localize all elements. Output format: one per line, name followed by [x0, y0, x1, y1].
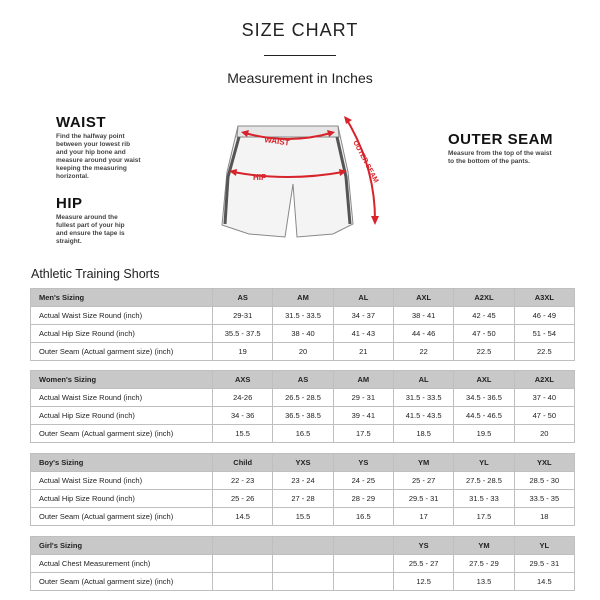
title-divider: [264, 55, 336, 56]
table-cell: [213, 555, 273, 573]
table-header-cell: AM: [273, 289, 333, 307]
table-header-cell: AS: [213, 289, 273, 307]
table-cell: 33.5 - 35: [514, 490, 574, 508]
section-title: Athletic Training Shorts: [31, 267, 160, 281]
table-cell: 17.5: [333, 425, 393, 443]
table-cell: 47 - 50: [454, 325, 514, 343]
table-cell: 35.5 - 37.5: [213, 325, 273, 343]
table-row: [31, 490, 575, 508]
table-cell: Actual Waist Size Round (inch): [31, 307, 213, 325]
shorts-diagram: [205, 112, 395, 242]
table-cell: 27.5 - 29: [454, 555, 514, 573]
table-cell: Actual Chest Measurement (inch): [31, 555, 213, 573]
table-row: [31, 555, 575, 573]
table-cell: Actual Waist Size Round (inch): [31, 389, 213, 407]
table-cell: 12.5: [393, 573, 453, 591]
table-cell: Actual Hip Size Round (inch): [31, 407, 213, 425]
table-header-cell: AL: [333, 289, 393, 307]
table-cell: 44.5 - 46.5: [454, 407, 514, 425]
page-title: SIZE CHART: [241, 20, 359, 40]
table-cell: 28 - 29: [333, 490, 393, 508]
boys-size-table: [30, 453, 575, 526]
table-header-cell: Men's Sizing: [31, 289, 213, 307]
table-header-row: [31, 537, 575, 555]
table-cell: 34 - 36: [213, 407, 273, 425]
waist-description: Find the halfway point between your lowest rib and your hip bone and measure around your waist keeping the measuring horizontal.: [56, 133, 141, 180]
table-header-cell: YL: [454, 454, 514, 472]
table-cell: 41 - 43: [333, 325, 393, 343]
table-cell: 15.5: [213, 425, 273, 443]
table-cell: 37 - 40: [514, 389, 574, 407]
table-header-cell: YM: [393, 454, 453, 472]
table-cell: 22 - 23: [213, 472, 273, 490]
table-cell: [273, 555, 333, 573]
table-cell: 18.5: [393, 425, 453, 443]
table-cell: 36.5 - 38.5: [273, 407, 333, 425]
table-cell: 16.5: [273, 425, 333, 443]
table-cell: Outer Seam (Actual garment size) (inch): [31, 425, 213, 443]
table-cell: 25.5 - 27: [393, 555, 453, 573]
table-cell: 44 - 46: [393, 325, 453, 343]
table-header-cell: Girl's Sizing: [31, 537, 213, 555]
table-cell: Actual Waist Size Round (inch): [31, 472, 213, 490]
hip-description: Measure around the fullest part of your hip and ensure the tape is straight.: [56, 214, 125, 245]
table-header-cell: Women's Sizing: [31, 371, 213, 389]
table-header-cell: YS: [333, 454, 393, 472]
table-row: [31, 389, 575, 407]
table-header-cell: AM: [333, 371, 393, 389]
table-cell: 29.5 - 31: [393, 490, 453, 508]
table-cell: 34 - 37: [333, 307, 393, 325]
table-cell: 39 - 41: [333, 407, 393, 425]
table-header-cell: Child: [213, 454, 273, 472]
table-cell: 15.5: [273, 508, 333, 526]
table-cell: 14.5: [213, 508, 273, 526]
table-header-row: [31, 454, 575, 472]
table-header-cell: YL: [514, 537, 574, 555]
table-cell: 38 - 40: [273, 325, 333, 343]
table-header-cell: [273, 537, 333, 555]
table-row: [31, 325, 575, 343]
table-header-cell: AXL: [454, 371, 514, 389]
waist-heading: WAIST: [56, 114, 106, 131]
outer-seam-heading: OUTER SEAM: [448, 131, 554, 148]
table-cell: 13.5: [454, 573, 514, 591]
table-cell: [213, 573, 273, 591]
table-header-cell: AXL: [393, 289, 453, 307]
table-cell: 29.5 - 31: [514, 555, 574, 573]
table-cell: [333, 555, 393, 573]
outer-seam-description: Measure from the top of the waist to the bottom of the pants.: [448, 150, 552, 165]
hip-guide: [56, 195, 156, 246]
table-cell: 22: [393, 343, 453, 361]
table-row: [31, 508, 575, 526]
table-header-cell: YXL: [514, 454, 574, 472]
table-cell: 22.5: [454, 343, 514, 361]
table-cell: 41.5 - 43.5: [393, 407, 453, 425]
table-cell: Outer Seam (Actual garment size) (inch): [31, 508, 213, 526]
table-cell: 31.5 - 33.5: [393, 389, 453, 407]
table-cell: 31.5 - 33: [454, 490, 514, 508]
table-cell: 21: [333, 343, 393, 361]
table-header-cell: Boy's Sizing: [31, 454, 213, 472]
table-cell: 16.5: [333, 508, 393, 526]
table-cell: Outer Seam (Actual garment size) (inch): [31, 343, 213, 361]
table-cell: 47 - 50: [514, 407, 574, 425]
table-header-cell: YXS: [273, 454, 333, 472]
table-row: [31, 407, 575, 425]
table-cell: [333, 573, 393, 591]
table-cell: 24-26: [213, 389, 273, 407]
table-header-cell: [333, 537, 393, 555]
table-cell: 38 - 41: [393, 307, 453, 325]
table-header-row: [31, 289, 575, 307]
table-header-cell: AS: [273, 371, 333, 389]
table-row: [31, 343, 575, 361]
table-cell: 17: [393, 508, 453, 526]
table-cell: 29 - 31: [333, 389, 393, 407]
table-cell: 23 - 24: [273, 472, 333, 490]
table-cell: Outer Seam (Actual garment size) (inch): [31, 573, 213, 591]
table-cell: 42 - 45: [454, 307, 514, 325]
table-row: [31, 472, 575, 490]
table-cell: Actual Hip Size Round (inch): [31, 490, 213, 508]
table-cell: 31.5 - 33.5: [273, 307, 333, 325]
table-cell: 20: [514, 425, 574, 443]
table-cell: 26.5 - 28.5: [273, 389, 333, 407]
table-cell: 34.5 - 36.5: [454, 389, 514, 407]
table-cell: 27 - 28: [273, 490, 333, 508]
table-header-row: [31, 371, 575, 389]
table-cell: 25 - 27: [393, 472, 453, 490]
table-cell: 17.5: [454, 508, 514, 526]
girls-size-table: [30, 536, 575, 591]
table-cell: 18: [514, 508, 574, 526]
page-subtitle: Measurement in Inches: [227, 70, 373, 86]
waist-guide: [56, 114, 156, 181]
table-cell: 46 - 49: [514, 307, 574, 325]
table-header-cell: A2XL: [514, 371, 574, 389]
mens-size-table: [30, 288, 575, 361]
table-cell: 19.5: [454, 425, 514, 443]
table-cell: 27.5 - 28.5: [454, 472, 514, 490]
table-cell: 51 - 54: [514, 325, 574, 343]
table-cell: 19: [213, 343, 273, 361]
womens-size-table: [30, 370, 575, 443]
outer-seam-diagram-label: OUTER SEAM: [351, 139, 380, 185]
waist-diagram-label: WAIST: [263, 135, 291, 148]
table-row: [31, 307, 575, 325]
table-header-cell: AXS: [213, 371, 273, 389]
table-header-cell: A3XL: [514, 289, 574, 307]
table-row: [31, 573, 575, 591]
table-header-cell: YS: [393, 537, 453, 555]
table-cell: 25 - 26: [213, 490, 273, 508]
table-header-cell: [213, 537, 273, 555]
table-header-cell: A2XL: [454, 289, 514, 307]
hip-heading: HIP: [56, 195, 83, 212]
table-header-cell: AL: [393, 371, 453, 389]
table-cell: Actual Hip Size Round (inch): [31, 325, 213, 343]
table-cell: 14.5: [514, 573, 574, 591]
outer-seam-guide: [448, 131, 578, 166]
table-cell: 20: [273, 343, 333, 361]
table-cell: 29-31: [213, 307, 273, 325]
table-cell: 24 - 25: [333, 472, 393, 490]
table-cell: 28.5 - 30: [514, 472, 574, 490]
table-cell: 22.5: [514, 343, 574, 361]
table-header-cell: YM: [454, 537, 514, 555]
table-cell: [273, 573, 333, 591]
hip-diagram-label: HIP: [253, 173, 267, 182]
table-row: [31, 425, 575, 443]
